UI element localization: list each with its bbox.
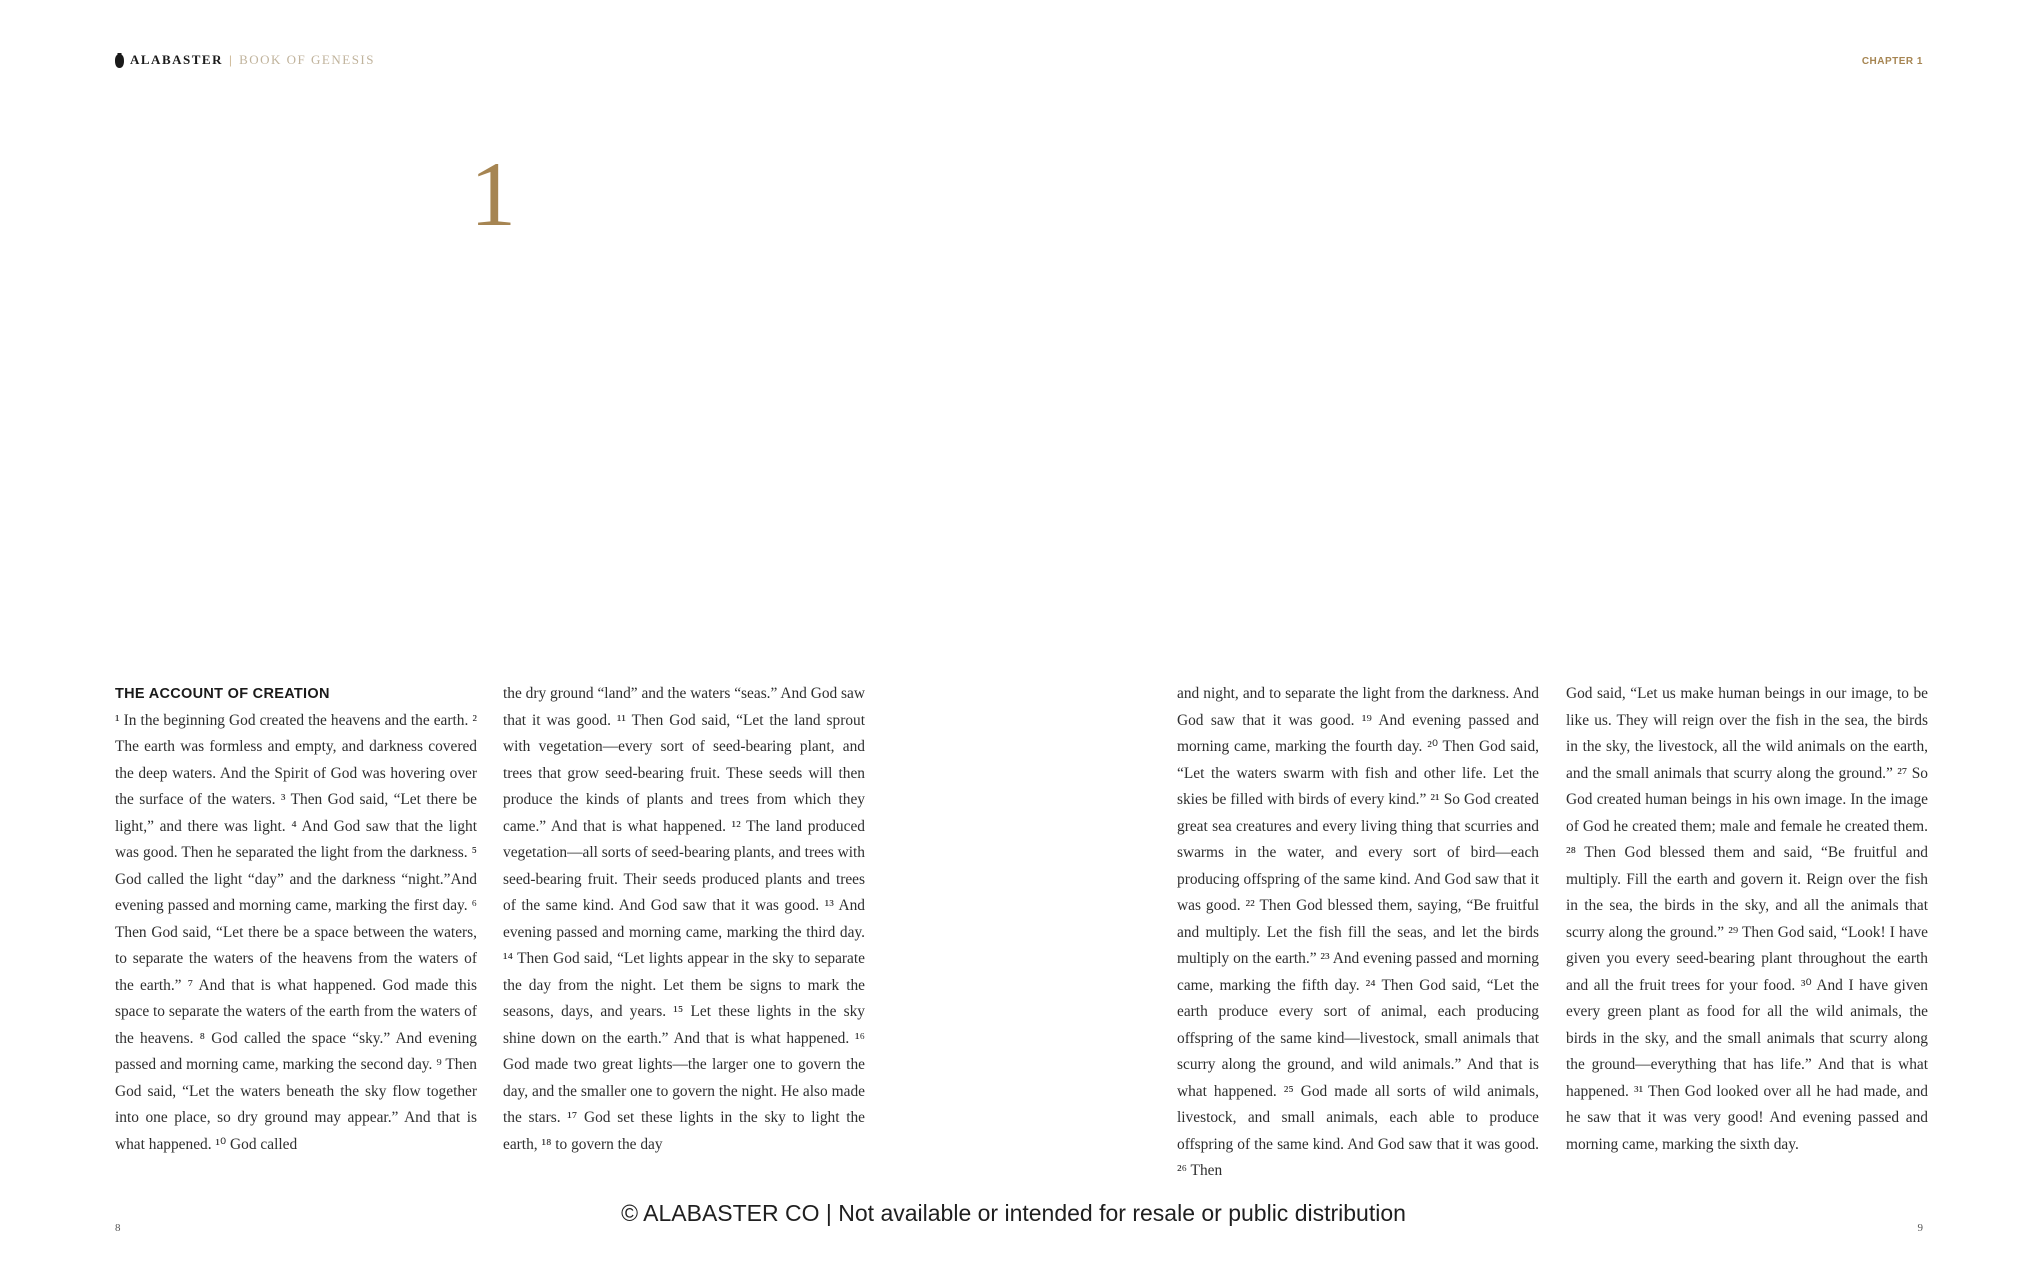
chapter-label: CHAPTER 1 (1861, 56, 1923, 67)
brand-name: ALABASTER (130, 52, 223, 67)
column-text: the dry ground “land” and the waters “seas.” And God saw that it was good. ¹¹ Then God said, “Let the land sprout with vegetation—every sort of seed-bearing plant, and trees that grow seed-bearing fruit. These seeds will then produce the kinds of plants and trees from which they came.” And that is what happened. ¹² The land produced vegetation—all sorts of seed-bearing plants, and trees with seed-bearing fruit. Their seeds produced plants and trees of the same kind. And God saw that it was good. ¹³ And evening passed and morning came, marking the third day. ¹⁴ Then God said, “Let lights appear in the sky to separate the day from the night. Let them be signs to mark the seasons, days, and years. ¹⁵ Let these lights in the sky shine down on the earth.” And that is what happened. ¹⁶ God made two great lights—the larger one to govern the day, and the smaller one to govern the night. He also made the stars. ¹⁷ God set these lights in the sky to light the earth, ¹⁸ to govern the day (503, 685, 865, 1153)
book-title: BOOK OF GENESIS (239, 52, 375, 67)
running-header (115, 52, 375, 68)
vase-icon (115, 53, 124, 68)
text-column-2 (503, 681, 865, 1158)
chapter-number: 1 (470, 143, 516, 245)
column-text: and night, and to separate the light from the darkness. And God saw that it was good. ¹⁹ And evening passed and morning came, marking the fourth day. ²⁰ Then God said, “Let the waters swarm with fish and other life. Let the skies be filled with birds of every kind.” ²¹ So God created great sea creatures and every living thing that scurries and swarms in the water, and every sort of bird—each producing offspring of the same kind. And God saw that it was good. ²² Then God blessed them, saying, “Be fruitful and multiply. Let the fish fill the seas, and let the birds multiply on the earth.” ²³ And evening passed and morning came, marking the fifth day. ²⁴ Then God said, “Let the earth produce every sort of animal, each producing offspring of the same kind—livestock, small animals that scurry along the ground, and wild animals.” And that is what happened. ²⁵ God made all sorts of wild animals, livestock, and small animals, each able to produce offspring of the same kind. And God saw that it was good. ²⁶ Then (1177, 685, 1539, 1179)
text-column-4 (1566, 681, 1928, 1158)
column-text: ¹ In the beginning God created the heavens and the earth. ² The earth was formless and empty, and darkness covered the deep waters. And the Spirit of God was hovering over the surface of the waters. ³ Then God said, “Let there be light,” and there was light. ⁴ And God saw that the light was good. Then he separated the light from the darkness. ⁵ God called the light “day” and the darkness “night.”And evening passed and morning came, marking the first day. ⁶ Then God said, “Let there be a space between the waters, to separate the waters of the heavens from the waters of the earth.” ⁷ And that is what happened. God made this space to separate the waters of the earth from the waters of the heavens. ⁸ God called the space “sky.” And evening passed and morning came, marking the second day. ⁹ Then God said, “Let the waters beneath the sky flow together into one place, so dry ground may appear.” And that is what happened. ¹⁰ God called (115, 711, 477, 1153)
page-number-left: 8 (115, 1222, 121, 1234)
copyright-notice: © ALABASTER CO | Not available or intended for resale or public distribution (621, 1200, 1406, 1226)
header-separator: | (228, 52, 234, 67)
column-text: God said, “Let us make human beings in our image, to be like us. They will reign over the fish in the sea, the birds in the sky, the livestock, all the wild animals on the earth, and the small animals that scurry along the ground.” ²⁷ So God created human beings in his own image. In the image of God he created them; male and female he created them. ²⁸ Then God blessed them and said, “Be fruitful and multiply. Fill the earth and govern it. Reign over the fish in the sea, the birds in the sky, and all the animals that scurry along the ground.” ²⁹ Then God said, “Look! I have given you every seed-bearing plant throughout the earth and all the fruit trees for your food. ³⁰ And I have given every green plant as food for all the wild animals, the birds in the sky, and the small animals that scurry along the ground—everything that has life.” And that is what happened. ³¹ Then God looked over all he had made, and he saw that it was very good! And evening passed and morning came, marking the sixth day. (1566, 685, 1928, 1153)
page-number-right: 9 (1917, 1222, 1923, 1234)
text-column-3 (1177, 681, 1539, 1185)
text-column-1 (115, 681, 477, 1158)
section-heading: THE ACCOUNT OF CREATION (115, 686, 330, 702)
